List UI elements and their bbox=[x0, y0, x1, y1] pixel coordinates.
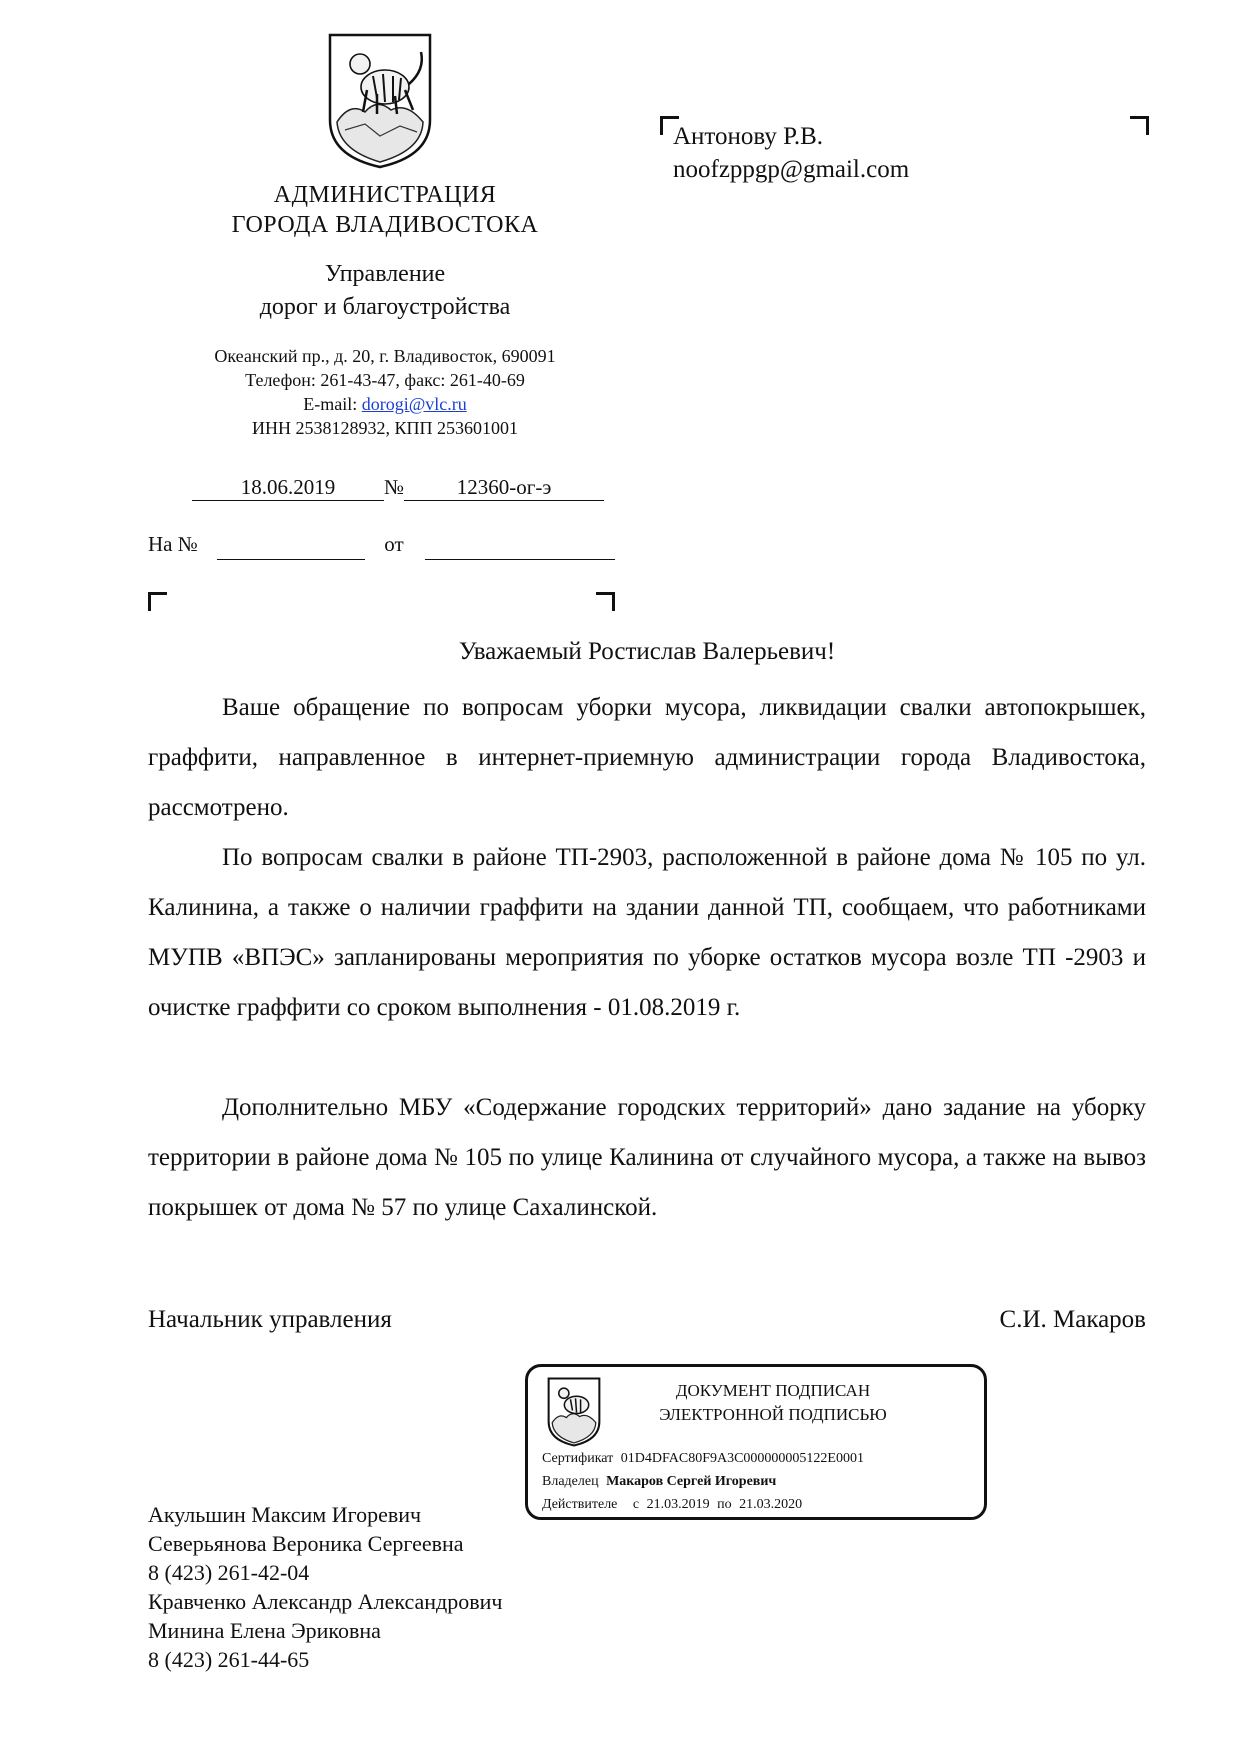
paragraph-2: По вопросам свалки в районе ТП-2903, расположенной в районе дома № 105 по ул. Калинина, а также о наличии граффити на здании данной ТП, сообщаем, что работниками МУПВ «ВПЭС» запланированы мероприятия по уборке остатков мусора возле ТП -2903 и очистке граффити со сроком выполнения - 01.08.2019 г. bbox=[148, 844, 1146, 1021]
valid-to-label: по bbox=[717, 1497, 732, 1512]
valid-from: 21.03.2019 bbox=[646, 1497, 710, 1512]
recipient-email: noofzppgp@gmail.com bbox=[673, 156, 910, 183]
stamp-certificate bbox=[542, 1447, 864, 1471]
owner-value: Макаров Сергей Игоревич bbox=[606, 1474, 777, 1489]
e-signature-stamp bbox=[525, 1364, 987, 1520]
cert-label: Сертификат bbox=[542, 1451, 614, 1466]
org-address: Океанский пр., д. 20, г. Владивосток, 690091 bbox=[214, 346, 556, 366]
address-field-corner-right bbox=[596, 592, 615, 611]
valid-from-label: с bbox=[632, 1497, 640, 1512]
email-label: E-mail: bbox=[303, 394, 362, 414]
org-name-line1: АДМИНИСТРАЦИЯ bbox=[273, 182, 497, 208]
executor-phone-1: 8 (423) 261-42-04 bbox=[148, 1560, 310, 1585]
stamp-coat-of-arms-icon bbox=[546, 1377, 602, 1447]
org-email-link[interactable]: dorogi@vlc.ru bbox=[361, 394, 467, 414]
org-phone: Телефон: 261-43-47, факс: 261-40-69 bbox=[245, 370, 525, 390]
executor-3: Кравченко Александр Александрович bbox=[148, 1589, 503, 1614]
recipient-corner-right bbox=[1130, 116, 1149, 135]
reply-line bbox=[148, 532, 615, 560]
registration-line bbox=[192, 474, 604, 501]
org-name-line2: ГОРОДА ВЛАДИВОСТОКА bbox=[231, 212, 539, 238]
org-inn: ИНН 2538128932, КПП 253601001 bbox=[251, 418, 518, 438]
stamp-validity bbox=[542, 1493, 802, 1517]
executor-phone-2: 8 (423) 261-44-65 bbox=[148, 1647, 310, 1672]
registration-date: 18.06.2019 bbox=[192, 474, 384, 501]
reply-label: На № bbox=[148, 532, 198, 556]
address-field-corner-left bbox=[148, 592, 167, 611]
executor-2: Северьянова Вероника Сергеевна bbox=[148, 1531, 464, 1556]
coat-of-arms-icon bbox=[325, 32, 435, 170]
reply-date-blank bbox=[425, 533, 615, 560]
cert-value: 01D4DFAC80F9A3C000000005122E0001 bbox=[620, 1451, 864, 1466]
org-email-line bbox=[165, 392, 605, 416]
reply-from-label: от bbox=[384, 532, 404, 556]
paragraph-1: Ваше обращение по вопросам уборки мусора, ликвидации свалки автопокрышек, граффити, направленное в интернет-приемную администрации города Владивостока, рассмотрено. bbox=[148, 694, 1146, 821]
dept-name-line2: дорог и благоустройства bbox=[259, 294, 511, 320]
greeting: Уважаемый Ростислав Валерьевич! bbox=[458, 638, 836, 665]
signer-position: Начальник управления bbox=[148, 1306, 392, 1333]
valid-label: Действителе bbox=[542, 1497, 618, 1512]
stamp-title-line1: ДОКУМЕНТ ПОДПИСАН bbox=[675, 1381, 871, 1400]
stamp-title-line2: ЭЛЕКТРОННОЙ ПОДПИСЬЮ bbox=[659, 1405, 887, 1424]
paragraph-3: Дополнительно МБУ «Содержание городских территорий» дано задание на уборку территории в районе дома № 105 по улице Калинина от случайного мусора, а также на вывоз покрышек от дома № 57 по улице Сахалинской. bbox=[148, 1094, 1146, 1221]
valid-to: 21.03.2020 bbox=[739, 1497, 803, 1512]
executor-1: Акульшин Максим Игоревич bbox=[148, 1502, 422, 1527]
signer-name: С.И. Макаров bbox=[999, 1306, 1146, 1333]
dept-name-line1: Управление bbox=[324, 261, 446, 287]
owner-label: Владелец bbox=[542, 1474, 599, 1489]
executor-4: Минина Елена Эриковна bbox=[148, 1618, 381, 1643]
recipient-name: Антонову Р.В. bbox=[673, 123, 824, 150]
registration-number: 12360-ог-э bbox=[404, 474, 604, 501]
reply-number-blank bbox=[217, 533, 365, 560]
stamp-owner bbox=[542, 1470, 776, 1494]
registration-number-label: № bbox=[384, 475, 405, 499]
